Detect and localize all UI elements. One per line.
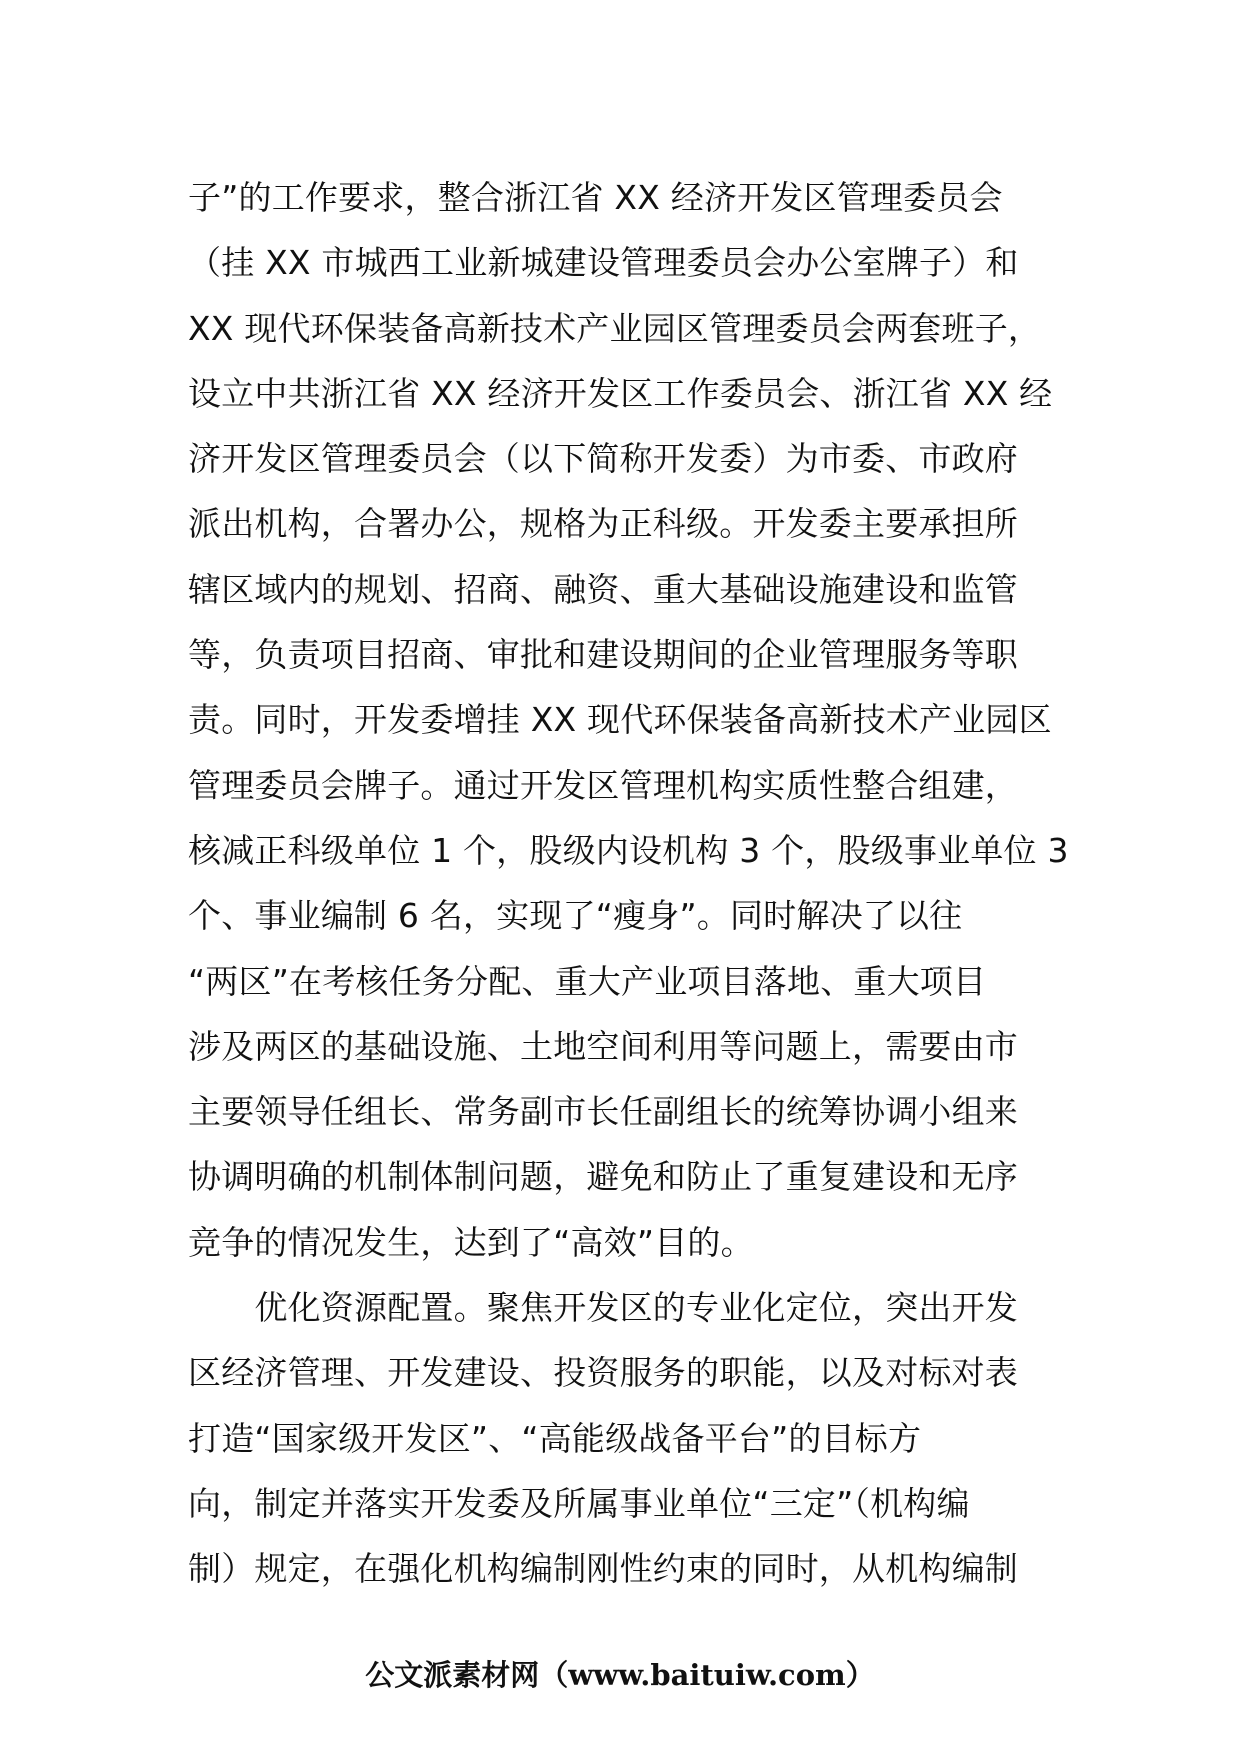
text-line-6: 派出机构，合署办公，规格为正科级。开发委主要承担所 xyxy=(188,504,1018,544)
text-line-18: 优化资源配置。聚焦开发区的专业化定位，突出开发 xyxy=(188,1288,1018,1328)
text-line-19: 区经济管理、开发建设、投资服务的职能，以及对标对表 xyxy=(188,1353,1018,1393)
text-line-15: 主要领导任组长、常务副市长任副组长的统筹协调小组来 xyxy=(188,1092,1018,1132)
text-line-10: 管理委员会牌子。通过开发区管理机构实质性整合组建， xyxy=(188,765,1018,805)
text-line-1: 子”的工作要求，整合浙江省 XX 经济开发区管理委员会 xyxy=(188,178,1003,217)
text-line-20: 打造“国家级开发区”、“高能级战备平台”的目标方 xyxy=(188,1418,922,1458)
text-line-21: 向，制定并落实开发委及所属事业单位“三定”（机构编 xyxy=(188,1483,970,1523)
footer-watermark: 公文派素材网（www.baituiw.com） xyxy=(365,1658,875,1692)
text-line-3: XX 现代环保装备高新技术产业园区管理委员会两套班子， xyxy=(188,308,1042,348)
text-line-4: 设立中共浙江省 XX 经济开发区工作委员会、浙江省 XX 经 xyxy=(188,373,1053,413)
text-line-9: 责。同时，开发委增挂 XX 现代环保装备高新技术产业园区 xyxy=(188,700,1052,740)
text-line-16: 协调明确的机制体制问题，避免和防止了重复建设和无序 xyxy=(188,1157,1018,1197)
text-line-7: 辖区域内的规划、招商、融资、重大基础设施建设和监管 xyxy=(188,569,1018,609)
text-line-2: （挂 XX 市城西工业新城建设管理委员会办公室牌子）和 xyxy=(188,243,1019,283)
text-line-17: 竞争的情况发生，达到了“高效”目的。 xyxy=(188,1222,754,1262)
text-line-5: 济开发区管理委员会（以下简称开发委）为市委、市政府 xyxy=(188,439,1018,479)
text-line-22: 制）规定，在强化机构编制刚性约束的同时，从机构编制 xyxy=(188,1549,1018,1589)
text-line-12: 个、事业编制 6 名，实现了“瘦身”。同时解决了以往 xyxy=(188,896,963,936)
body-text xyxy=(188,165,1068,1602)
text-line-13: “两区”在考核任务分配、重大产业项目落地、重大项目 xyxy=(188,961,987,1001)
text-line-8: 等，负责项目招商、审批和建设期间的企业管理服务等职 xyxy=(188,635,1018,675)
text-line-14: 涉及两区的基础设施、土地空间利用等问题上，需要由市 xyxy=(188,1026,1018,1066)
text-line-11: 核减正科级单位 1 个，股级内设机构 3 个，股级事业单位 3 xyxy=(188,830,1069,870)
